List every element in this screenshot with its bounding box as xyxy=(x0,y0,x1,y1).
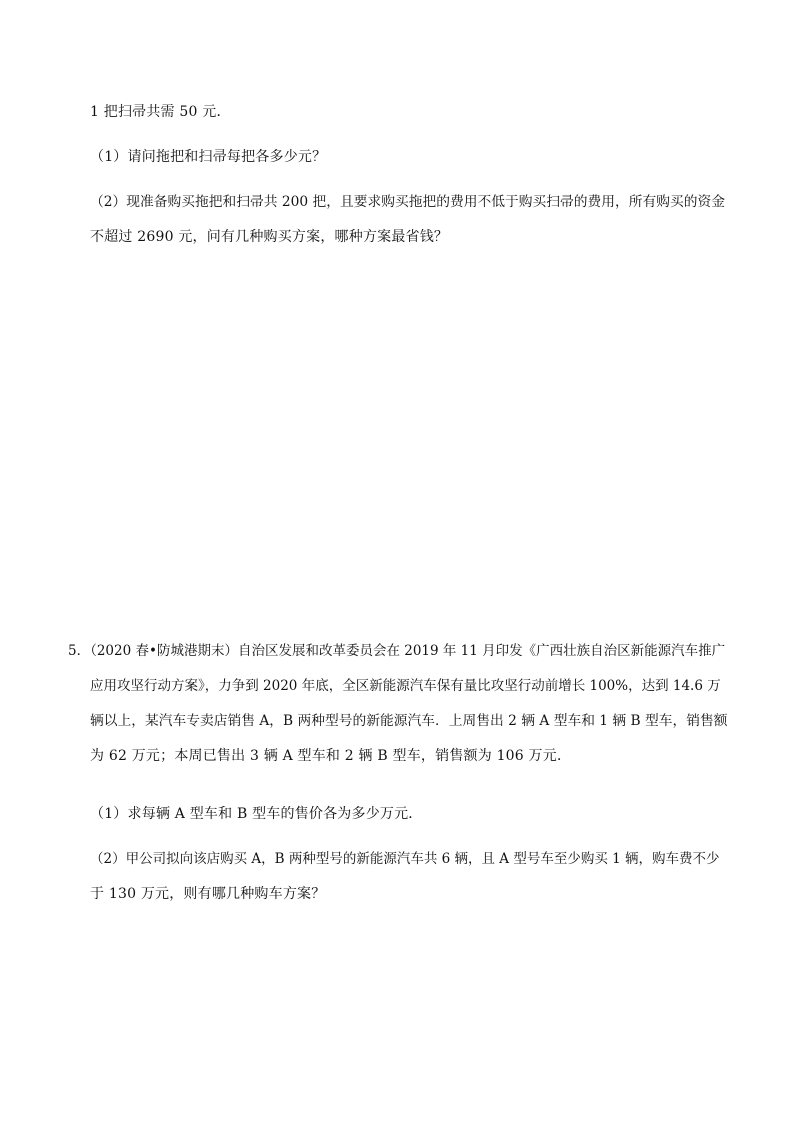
problem-4-question-1: （1）请问拖把和扫帚每把各多少元？ xyxy=(90,149,327,165)
problem-5-question-2-line-2: 于 130 万元，则有哪几种购车方案？ xyxy=(90,886,326,902)
problem-5-stem-line-3: 辆以上，某汽车专卖店销售 A，B 两种型号的新能源汽车．上周售出 2 辆 A 型车和 1 辆 B 型车，销售额 xyxy=(90,713,728,729)
problem-5-stem-line-4: 为 62 万元；本周已售出 3 辆 A 型车和 2 辆 B 型车，销售额为 106 万元． xyxy=(90,748,572,764)
problem-5-question-1: （1）求每辆 A 型车和 B 型车的售价各为多少万元． xyxy=(90,806,423,822)
problem-5-question-2-line-1: （2）甲公司拟向该店购买 A，B 两种型号的新能源汽车共 6 辆，且 A 型号车至少购买 1 辆，购车费不少 xyxy=(90,851,720,867)
problem-5-stem-line-1: 5．（2020 春•防城港期末）自治区发展和改革委员会在 2019 年 11 月印发《广西壮族自治区新能源汽车推广 xyxy=(68,643,726,659)
problem-4-question-2-line-2: 不超过 2690 元，问有几种购买方案，哪种方案最省钱？ xyxy=(90,229,449,245)
problem-4-condition-line: 1 把扫帚共需 50 元． xyxy=(90,104,231,120)
problem-4-question-2-line-1: （2）现准备购买拖把和扫帚共 200 把，且要求购买拖把的费用不低于购买扫帚的费用，所有购买的资金 xyxy=(90,194,725,210)
problem-5-stem-line-2: 应用攻坚行动方案》，力争到 2020 年底，全区新能源汽车保有量比攻坚行动前增长 100%，达到 14.6 万 xyxy=(90,678,721,694)
